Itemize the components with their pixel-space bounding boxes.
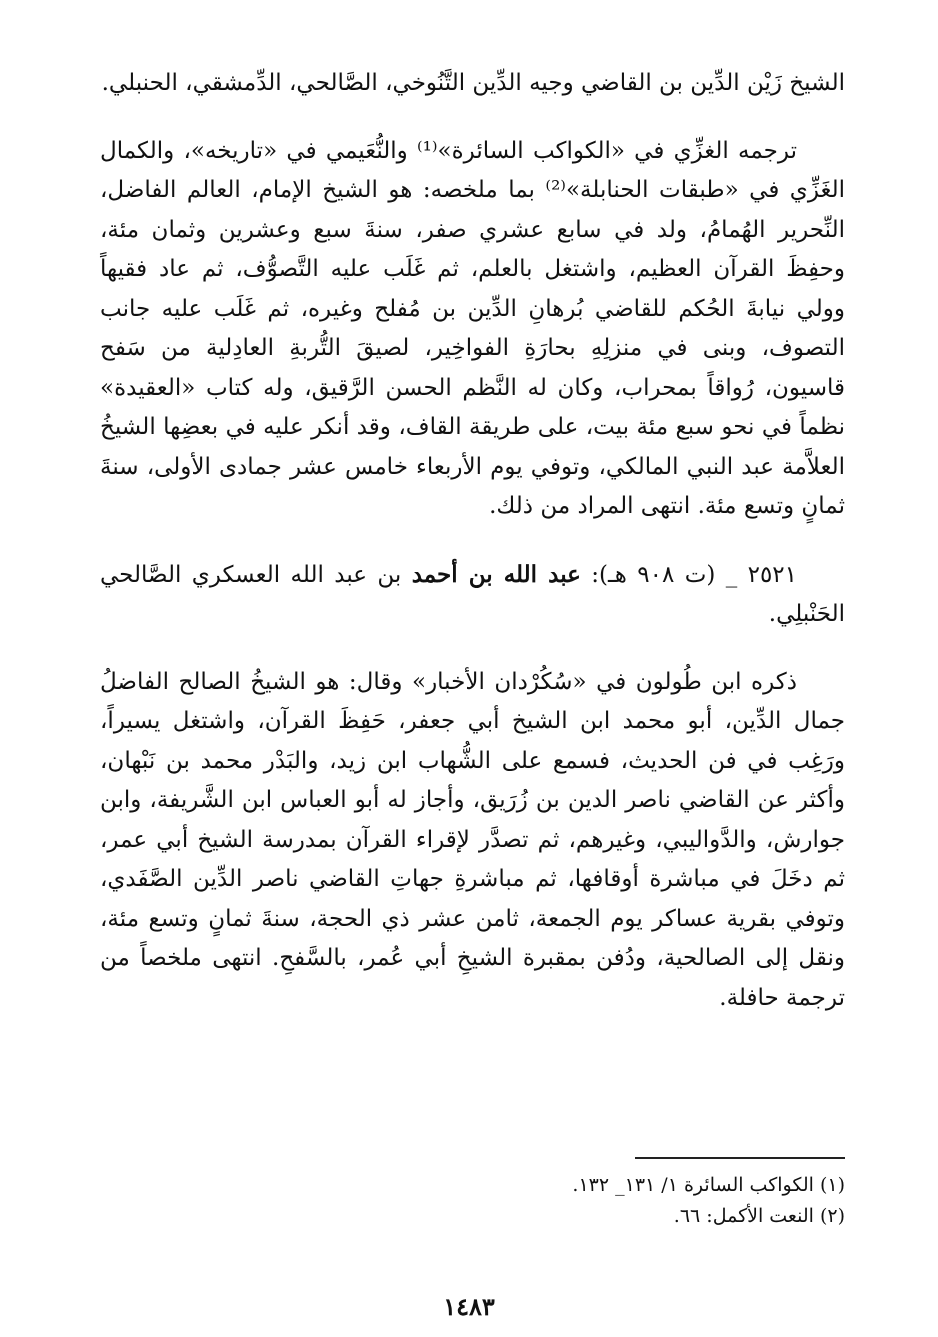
entry-lineage: بن عبد الله العسكري الصَّالحي الحَنْبلِي.: [100, 561, 845, 627]
page-body: [100, 64, 845, 1018]
footnote-1: (١) الكواكب السائرة ١/ ١٣١_ ١٣٢.: [572, 1174, 845, 1196]
footnote-divider: [635, 1157, 845, 1159]
footnote-2: (٢) النعت الأكمل: ٦٦.: [673, 1205, 845, 1227]
paragraph-entry-continuation: الشيخ زَيْن الدِّين بن القاضي وجيه الدِّين التَّنُوخي، الصَّالحي، الدِّمشقي، الحنبلي.: [101, 70, 845, 96]
page-number: ١٤٨٣: [443, 1292, 495, 1321]
entry-number: ٢٥٢١ _ (ت ٩٠٨ هـ):: [580, 561, 798, 588]
footnotes: [100, 1170, 845, 1232]
entry-name: عبد الله بن أحمد: [411, 560, 581, 588]
paragraph-biography-1: ترجمه الغزِّي في «الكواكب السائرة»⁽¹⁾ والنُّعَيمي في «تاريخه»، والكمال الغَزِّي في «طبقات الحنابلة»⁽²⁾ بما ملخصه: هو الشيخ الإمام، العالم الفاضل، النِّحرير الهُمامُ، ولد في سابع عشري صفر، سنةَ سبع وعشرين وثمان مئة، وحفِظَ القرآن العظيم، واشتغل بالعلم، ثم غَلَب عليه التَّصوُّف، ثم عاد فقيهاً وولي نيابةَ الحُكم للقاضي بُرهانِ الدِّين بن مُفلح وغيره، ثم غَلَب عليه جانب التصوف، وبنى في منزلِهِ بحارَةِ الفواخِير، لصيقَ التُّربةِ العادِلية من سَفح قاسيون، رُواقاً بمحراب، وكان له النَّظم الحسن الرَّقيق، وله كتاب «العقيدة» نظماً في نحو سبع مئة بيت، على طريقة القاف، وقد أنكر عليه في بعضِها الشيخُ العلاَّمة عبد النبي المالكي، وتوفي يوم الأربعاء خامس عشر جمادى الأولى، سنةَ ثمانٍ وتسع مئة. انتهى المراد من ذلك.: [100, 137, 845, 519]
paragraph-biography-2: ذكره ابن طُولون في «سُكُرْدان الأخبار» وقال: هو الشيخُ الصالح الفاضلُ جمال الدِّين، أبو محمد ابن الشيخ أبي جعفر، حَفِظَ القرآن، واشتغل يسيراً، ورَغِب في فن الحديث، فسمع على الشُّهاب ابن زيد، والبَدْر محمد بن نَبْهان، وأكثر عن القاضي ناصر الدين بن زُرَيق، وأجاز له أبو العباس ابن الشَّريفة، وابن جوارش، والدَّواليبي، وغيرهم، ثم تصدَّر لإقراء القرآن بمدرسة الشيخ أبي عمر، ثم دخَلَ في مباشرة أوقافها، ثم مباشرةِ جهاتِ القاضي ناصر الدِّين الصَّفَدي، وتوفي بقرية عساكر يوم الجمعة، ثامن عشر ذي الحجة، سنةَ ثمانٍ وتسع مئة، ونقل إلى الصالحية، ودُفن بمقبرة الشيخِ أبي عُمر، بالسَّفحِ. انتهى ملخصاً من ترجمة حافلة.: [100, 668, 845, 1011]
entry-heading-2521: [100, 555, 845, 635]
